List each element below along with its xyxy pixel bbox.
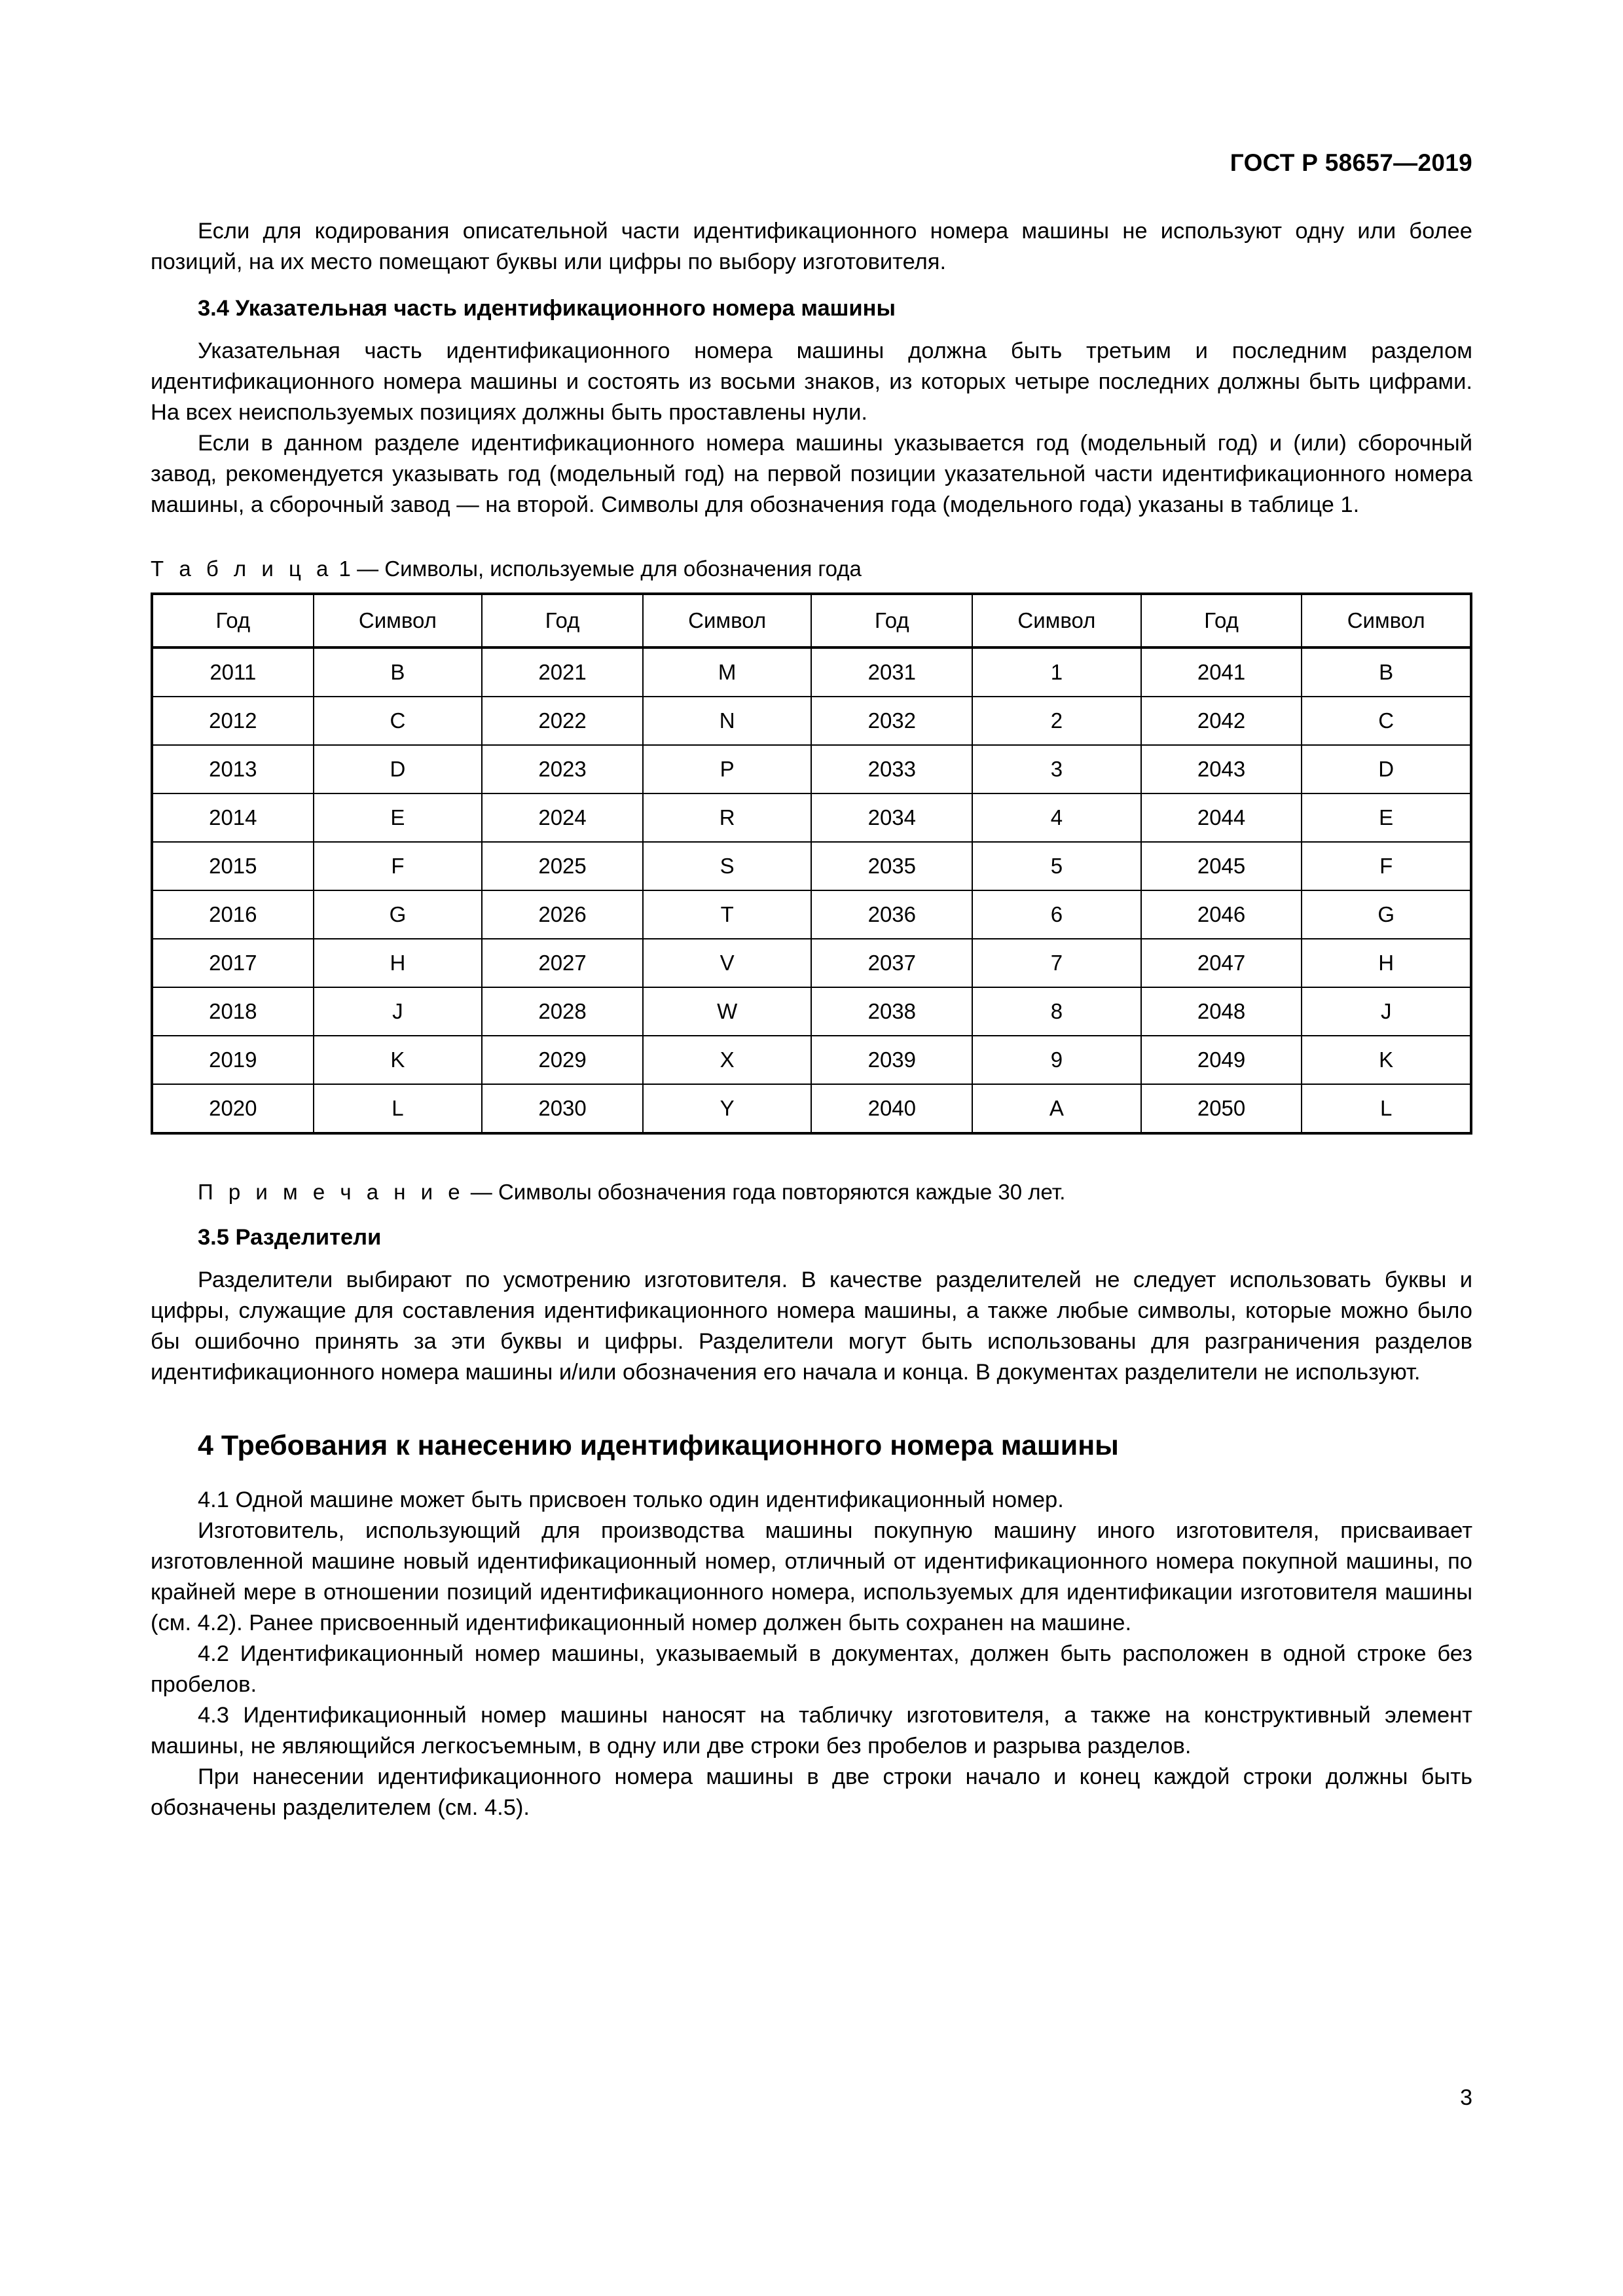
table-header-year-1: Год bbox=[152, 594, 314, 647]
section-4-1-paragraph-a: 4.1 Одной машине может быть присвоен только один идентификационный номер. bbox=[198, 1487, 1064, 1512]
cell-year: 2049 bbox=[1141, 1036, 1302, 1084]
cell-symbol: H bbox=[314, 939, 483, 987]
cell-year: 2014 bbox=[152, 793, 314, 842]
cell-symbol: F bbox=[1302, 842, 1471, 890]
page-content bbox=[151, 216, 1472, 1823]
cell-year: 2038 bbox=[811, 987, 972, 1036]
table-row bbox=[152, 647, 1471, 697]
cell-year: 2036 bbox=[811, 890, 972, 939]
cell-year: 2041 bbox=[1141, 647, 1302, 697]
cell-year: 2044 bbox=[1141, 793, 1302, 842]
section-heading-3-4: 3.4 Указательная часть идентификационного номера машины bbox=[198, 296, 896, 321]
cell-year: 2034 bbox=[811, 793, 972, 842]
table-note bbox=[151, 1178, 1472, 1207]
section-heading-4: 4 Требования к нанесению идентификационного номера машины bbox=[198, 1430, 1119, 1461]
cell-symbol: 4 bbox=[972, 793, 1141, 842]
table-note-dash: — bbox=[470, 1180, 492, 1204]
table-row bbox=[152, 1036, 1471, 1084]
cell-year: 2047 bbox=[1141, 939, 1302, 987]
cell-symbol: P bbox=[643, 745, 812, 793]
table-note-text: Символы обозначения года повторяются каждые 30 лет. bbox=[498, 1180, 1066, 1204]
document-header-standard-number: ГОСТ Р 58657—2019 bbox=[1230, 149, 1472, 176]
section-4-1-paragraph-b: Изготовитель, использующий для производства машины покупную машину иного изготовителя, присваивает изготовленной машине новый идентификационный номер, отличный от идентификационного номера покупной машины, по крайней мере в отношении позиций идентификационного номера, используемых для идентификации изготовителя машины (см. 4.2). Ранее присвоенный идентификационный номер должен быть сохранен на машине. bbox=[151, 1518, 1472, 1635]
cell-year: 2020 bbox=[152, 1084, 314, 1133]
cell-year: 2016 bbox=[152, 890, 314, 939]
cell-symbol: G bbox=[1302, 890, 1471, 939]
cell-year: 2024 bbox=[482, 793, 643, 842]
cell-symbol: G bbox=[314, 890, 483, 939]
cell-year: 2028 bbox=[482, 987, 643, 1036]
intro-paragraph: Если для кодирования описательной части идентификационного номера машины не используют одну или более позиций, на их место помещают буквы или цифры по выбору изготовителя. bbox=[151, 219, 1472, 274]
cell-symbol: E bbox=[314, 793, 483, 842]
cell-year: 2018 bbox=[152, 987, 314, 1036]
section-heading-3-5: 3.5 Разделители bbox=[198, 1225, 382, 1250]
table-header-year-3: Год bbox=[811, 594, 972, 647]
table-header-year-2: Год bbox=[482, 594, 643, 647]
cell-symbol: R bbox=[643, 793, 812, 842]
cell-symbol: E bbox=[1302, 793, 1471, 842]
cell-symbol: 7 bbox=[972, 939, 1141, 987]
cell-symbol: J bbox=[1302, 987, 1471, 1036]
year-symbol-table bbox=[151, 592, 1472, 1135]
cell-year: 2025 bbox=[482, 842, 643, 890]
cell-symbol: D bbox=[314, 745, 483, 793]
cell-year: 2019 bbox=[152, 1036, 314, 1084]
cell-symbol: W bbox=[643, 987, 812, 1036]
cell-year: 2048 bbox=[1141, 987, 1302, 1036]
cell-year: 2021 bbox=[482, 647, 643, 697]
table-row bbox=[152, 697, 1471, 745]
table-header-symbol-3: Символ bbox=[972, 594, 1141, 647]
table-header-symbol-1: Символ bbox=[314, 594, 483, 647]
cell-year: 2011 bbox=[152, 647, 314, 697]
table-caption-label: Т а б л и ц а bbox=[151, 556, 333, 581]
cell-year: 2050 bbox=[1141, 1084, 1302, 1133]
table-header-symbol-4: Символ bbox=[1302, 594, 1471, 647]
cell-symbol: C bbox=[314, 697, 483, 745]
cell-year: 2026 bbox=[482, 890, 643, 939]
cell-symbol: D bbox=[1302, 745, 1471, 793]
cell-symbol: N bbox=[643, 697, 812, 745]
cell-year: 2015 bbox=[152, 842, 314, 890]
cell-year: 2037 bbox=[811, 939, 972, 987]
cell-symbol: 1 bbox=[972, 647, 1141, 697]
cell-year: 2027 bbox=[482, 939, 643, 987]
cell-symbol: 6 bbox=[972, 890, 1141, 939]
cell-year: 2031 bbox=[811, 647, 972, 697]
cell-symbol: C bbox=[1302, 697, 1471, 745]
cell-symbol: V bbox=[643, 939, 812, 987]
cell-year: 2045 bbox=[1141, 842, 1302, 890]
table-header-symbol-2: Символ bbox=[643, 594, 812, 647]
cell-symbol: Y bbox=[643, 1084, 812, 1133]
section-3-4-paragraph-1: Указательная часть идентификационного номера машины должна быть третьим и последним разделом идентификационного номера машины и состоять из восьми знаков, из которых четыре последних должны быть цифрами. На всех неиспользуемых позициях должны быть проставлены нули. bbox=[151, 338, 1472, 425]
cell-symbol: 5 bbox=[972, 842, 1141, 890]
table-caption bbox=[151, 555, 1472, 583]
section-3-4-paragraph-2: Если в данном разделе идентификационного номера машины указывается год (модельный год) и (или) сборочный завод, рекомендуется указывать год (модельный год) на первой позиции указательной части идентификационного номера машины, а сборочный завод — на второй. Символы для обозначения года (модельного года) указаны в таблице 1. bbox=[151, 431, 1472, 517]
cell-year: 2032 bbox=[811, 697, 972, 745]
cell-symbol: L bbox=[1302, 1084, 1471, 1133]
table-caption-dash: — bbox=[357, 556, 379, 581]
cell-symbol: H bbox=[1302, 939, 1471, 987]
table-row bbox=[152, 939, 1471, 987]
cell-year: 2012 bbox=[152, 697, 314, 745]
cell-symbol: 2 bbox=[972, 697, 1141, 745]
cell-symbol: 8 bbox=[972, 987, 1141, 1036]
cell-symbol: K bbox=[314, 1036, 483, 1084]
cell-year: 2042 bbox=[1141, 697, 1302, 745]
table-note-label: П р и м е ч а н и е bbox=[198, 1180, 465, 1204]
cell-year: 2043 bbox=[1141, 745, 1302, 793]
cell-year: 2022 bbox=[482, 697, 643, 745]
table-caption-number: 1 bbox=[338, 556, 351, 581]
cell-symbol: X bbox=[643, 1036, 812, 1084]
cell-symbol: L bbox=[314, 1084, 483, 1133]
cell-symbol: 3 bbox=[972, 745, 1141, 793]
table-row bbox=[152, 987, 1471, 1036]
section-3-5-paragraph-1: Разделители выбирают по усмотрению изготовителя. В качестве разделителей не следует использовать буквы и цифры, служащие для составления идентификационного номера машины, а также любые символы, которые можно было бы ошибочно принять за эти буквы и цифры. Разделители могут быть использованы для разграничения разделов идентификационного номера машины и/или обозначения его начала и конца. В документах разделители не используют. bbox=[151, 1267, 1472, 1385]
cell-year: 2046 bbox=[1141, 890, 1302, 939]
cell-year: 2023 bbox=[482, 745, 643, 793]
page-number: 3 bbox=[1460, 2085, 1472, 2110]
table-row bbox=[152, 745, 1471, 793]
cell-year: 2017 bbox=[152, 939, 314, 987]
cell-symbol: B bbox=[1302, 647, 1471, 697]
section-4-4-paragraph: При нанесении идентификационного номера машины в две строки начало и конец каждой строки должны быть обозначены разделителем (см. 4.5). bbox=[151, 1764, 1472, 1820]
cell-symbol: M bbox=[643, 647, 812, 697]
section-4-2-paragraph: 4.2 Идентификационный номер машины, указываемый в документах, должен быть расположен в одной строке без пробелов. bbox=[151, 1641, 1472, 1697]
cell-symbol: F bbox=[314, 842, 483, 890]
cell-year: 2033 bbox=[811, 745, 972, 793]
table-body bbox=[152, 647, 1471, 1133]
cell-symbol: A bbox=[972, 1084, 1141, 1133]
table-header bbox=[152, 594, 1471, 647]
cell-year: 2013 bbox=[152, 745, 314, 793]
table-row bbox=[152, 842, 1471, 890]
table-row bbox=[152, 890, 1471, 939]
table-caption-text: Символы, используемые для обозначения года bbox=[384, 556, 862, 581]
cell-symbol: J bbox=[314, 987, 483, 1036]
cell-symbol: K bbox=[1302, 1036, 1471, 1084]
cell-year: 2039 bbox=[811, 1036, 972, 1084]
table-header-year-4: Год bbox=[1141, 594, 1302, 647]
cell-year: 2040 bbox=[811, 1084, 972, 1133]
cell-symbol: B bbox=[314, 647, 483, 697]
section-4-3-paragraph: 4.3 Идентификационный номер машины наносят на табличку изготовителя, а также на конструктивный элемент машины, не являющийся легкосъемным, в одну или две строки без пробелов и разрыва разделов. bbox=[151, 1703, 1472, 1758]
cell-year: 2035 bbox=[811, 842, 972, 890]
cell-year: 2030 bbox=[482, 1084, 643, 1133]
table-row bbox=[152, 1084, 1471, 1133]
table-row bbox=[152, 793, 1471, 842]
cell-year: 2029 bbox=[482, 1036, 643, 1084]
cell-symbol: T bbox=[643, 890, 812, 939]
cell-symbol: 9 bbox=[972, 1036, 1141, 1084]
table-header-row bbox=[152, 594, 1471, 647]
cell-symbol: S bbox=[643, 842, 812, 890]
